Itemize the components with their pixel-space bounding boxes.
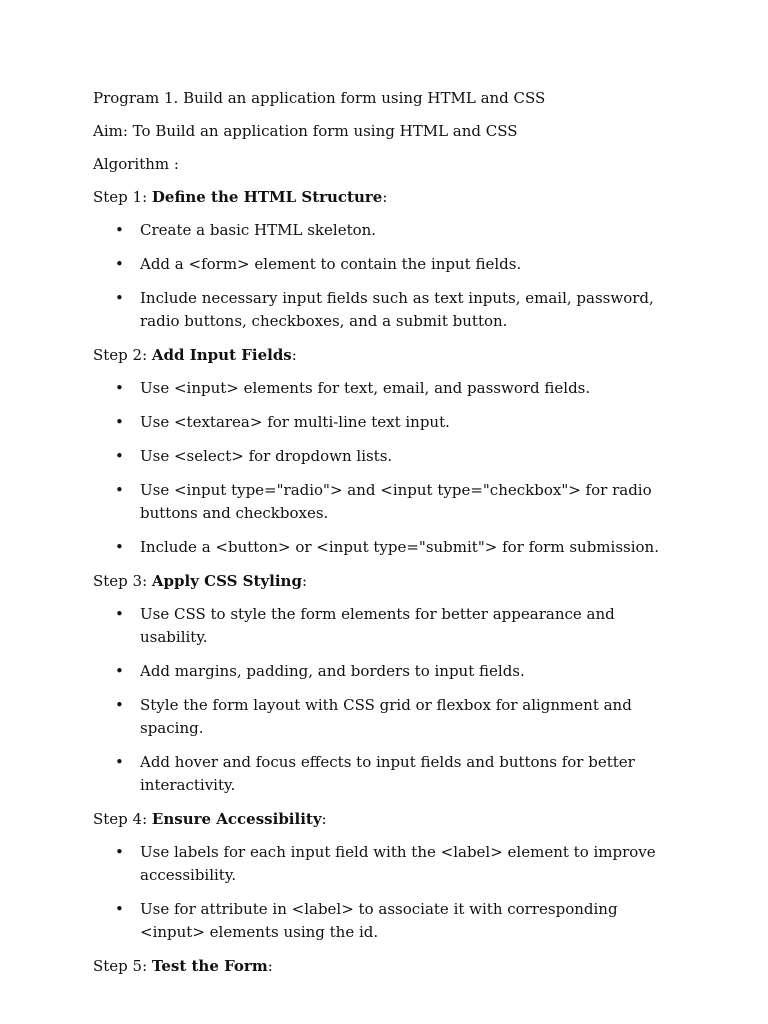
step-bullet-list	[93, 603, 678, 797]
aim-text: Aim: To Build an application form using HTML and CSS	[93, 122, 518, 140]
list-item	[93, 751, 678, 797]
list-item	[93, 411, 678, 434]
step-suffix: :	[321, 810, 327, 828]
list-item-text: Style the form layout with CSS grid or flexbox for alignment and spacing.	[140, 696, 632, 737]
list-item	[93, 536, 678, 559]
step-heading	[93, 570, 678, 592]
list-item	[93, 660, 678, 683]
step-heading	[93, 186, 678, 208]
list-item	[93, 479, 678, 525]
list-item	[93, 377, 678, 400]
bullet-icon: •	[115, 481, 124, 499]
list-item	[93, 253, 678, 276]
step-heading	[93, 955, 678, 977]
list-item-text: Add margins, padding, and borders to input fields.	[140, 662, 525, 680]
list-item	[93, 898, 678, 944]
step-title: Apply CSS Styling	[151, 572, 302, 590]
algorithm-label: Algorithm :	[93, 155, 179, 173]
step-bullet-list	[93, 377, 678, 559]
step-title: Ensure Accessibility	[151, 810, 322, 828]
list-item-text: Use CSS to style the form elements for better appearance and usability.	[140, 605, 615, 646]
list-item-text: Add a <form> element to contain the input fields.	[140, 255, 522, 273]
list-item-text: Include necessary input fields such as text inputs, email, password, radio buttons, checkboxes, and a submit button.	[140, 289, 654, 330]
list-item-text: Use <textarea> for multi-line text input.	[140, 413, 450, 431]
bullet-icon: •	[115, 413, 124, 431]
list-item-text: Include a <button> or <input type="submit"> for form submission.	[140, 538, 659, 556]
list-item-text: Use <select> for dropdown lists.	[140, 447, 393, 465]
bullet-icon: •	[115, 255, 124, 273]
step-suffix: :	[301, 572, 307, 590]
list-item-text: Use <input type="radio"> and <input type="checkbox"> for radio buttons and checkboxes.	[140, 481, 652, 522]
list-item-text: Add hover and focus effects to input fields and buttons for better interactivity.	[140, 753, 635, 794]
bullet-icon: •	[115, 753, 124, 771]
step-heading	[93, 808, 678, 830]
bullet-icon: •	[115, 662, 124, 680]
list-item-text: Create a basic HTML skeleton.	[140, 221, 377, 239]
step-suffix: :	[267, 957, 273, 975]
step-title: Add Input Fields	[151, 346, 292, 364]
list-item-text: Use for attribute in <label> to associate it with corresponding <input> elements using the id.	[140, 900, 618, 941]
list-item	[93, 603, 678, 649]
step-bullet-list	[93, 219, 678, 333]
bullet-icon: •	[115, 289, 124, 307]
bullet-icon: •	[115, 221, 124, 239]
list-item-text: Use labels for each input field with the <label> element to improve accessibility.	[140, 843, 656, 884]
step-heading	[93, 344, 678, 366]
list-item	[93, 694, 678, 740]
bullet-icon: •	[115, 696, 124, 714]
bullet-icon: •	[115, 900, 124, 918]
bullet-icon: •	[115, 843, 124, 861]
step-prefix: Step 4:	[93, 810, 152, 828]
bullet-icon: •	[115, 605, 124, 623]
step-bullet-list	[93, 841, 678, 944]
list-item	[93, 219, 678, 242]
bullet-icon: •	[115, 447, 124, 465]
step-suffix: :	[382, 188, 388, 206]
step-title: Test the Form	[151, 957, 268, 975]
step-prefix: Step 3:	[93, 572, 152, 590]
document-page	[93, 87, 678, 988]
step-title: Define the HTML Structure	[151, 188, 383, 206]
list-item	[93, 287, 678, 333]
bullet-icon: •	[115, 379, 124, 397]
document-title: Program 1. Build an application form using HTML and CSS	[93, 89, 546, 107]
step-prefix: Step 2:	[93, 346, 152, 364]
bullet-icon: •	[115, 538, 124, 556]
step-prefix: Step 5:	[93, 957, 152, 975]
step-suffix: :	[291, 346, 297, 364]
list-item	[93, 445, 678, 468]
step-prefix: Step 1:	[93, 188, 152, 206]
list-item	[93, 841, 678, 887]
list-item-text: Use <input> elements for text, email, and password fields.	[140, 379, 591, 397]
